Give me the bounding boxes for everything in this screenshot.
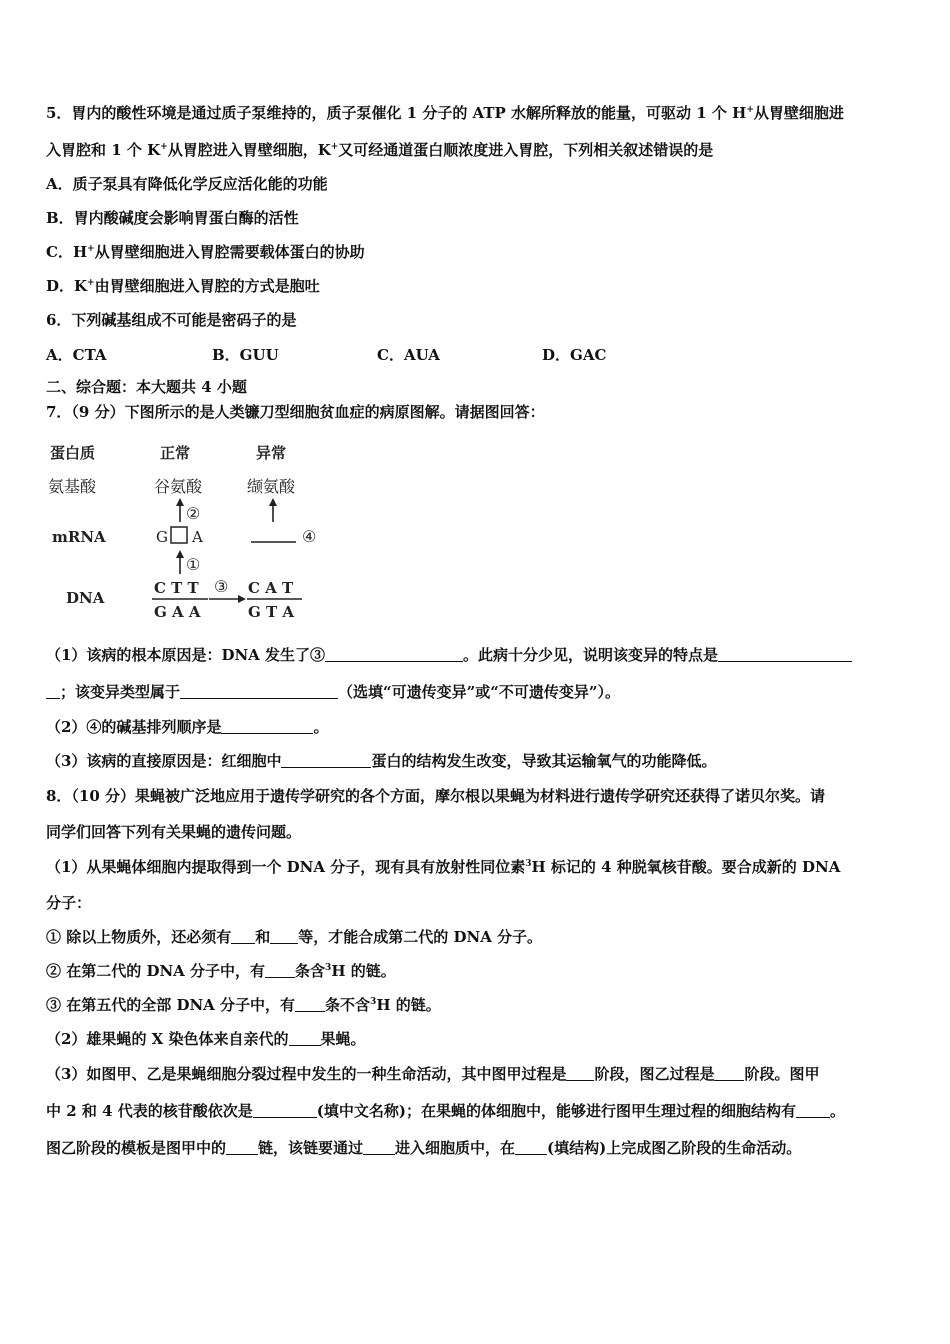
fig-arrow-1-head [176,550,184,558]
answer-blank[interactable] [226,1138,258,1155]
answer-blank[interactable] [566,1064,594,1081]
fig-dna-abnormal-top: C A T [248,579,294,597]
sickle-cell-diagram [46,436,346,626]
q7-part1-line2: ；该变异类型属于 （选填“可遗传变异”或“不可遗传变异”）。 [46,682,908,702]
q5-stem-line1: 5．胃内的酸性环境是通过质子泵维持的，质子泵催化 1 分子的 ATP 水解所释放的能量，可驱动 1 个 H+从胃壁细胞进 [46,104,844,122]
q8-item1: ① 除以上物质外，还必须有 和 等，才能合成第二代的 DNA 分子。 [46,928,543,946]
fig-label-mrna: mRNA [52,528,106,546]
q6-option-c: C．AUA [377,346,440,364]
fig-arrow-abnormal-head [269,498,277,506]
fig-label-dna: DNA [66,589,105,607]
q6-stem: 6．下列碱基组成不可能是密码子的是 [46,311,297,329]
answer-blank[interactable] [363,1138,395,1155]
q5-option-b: B．胃内酸碱度会影响胃蛋白酶的活性 [46,209,299,227]
q8-item2: ② 在第二代的 DNA 分子中，有 条含$^3$H 的链。 [46,962,396,980]
answer-blank[interactable] [714,1064,744,1081]
answer-blank[interactable] [295,995,325,1012]
q8-stem-line1: 8．（10 分）果蝇被广泛地应用于遗传学研究的各个方面，摩尔根以果蝇为材料进行遗传学研究还获得了诺贝尔奖。请 [46,787,826,805]
answer-blank[interactable] [221,717,313,734]
answer-blank[interactable] [180,682,338,699]
q8-sub1-line2: 分子： [46,894,92,912]
fig-mrna-a: A [192,528,203,546]
q8-sub3-line1: （3）如图甲、乙是果蝇细胞分裂过程中发生的一种生命活动，其中图甲过程是 阶段，图乙过程是 阶段。图甲 [46,1065,820,1083]
q7-part3: （3）该病的直接原因是：红细胞中 蛋白的结构发生改变，导致其运输氧气的功能降低。 [46,752,717,770]
q5-option-d: D．K+由胃壁细胞进入胃腔的方式是胞吐 [46,277,320,295]
q7-part1-line1: （1）该病的根本原因是：DNA 发生了③ 。此病十分少见，说明该变异的特点是 [46,645,908,665]
section-heading: 二、综合题：本大题共 4 小题 [46,378,247,396]
answer-blank[interactable] [289,1029,321,1046]
q8-sub3-line2: 中 2 和 4 代表的核苷酸依次是 (填中文名称)；在果蝇的体细胞中，能够进行图甲生理过程的细胞结构有 。 [46,1102,845,1120]
fig-label-normal: 正常 [160,444,191,462]
q7-part2: （2）④的碱基排列顺序是 。 [46,718,329,736]
answer-blank[interactable] [796,1101,830,1118]
q8-sub2: （2）雄果蝇的 X 染色体来自亲代的 果蝇。 [46,1030,366,1048]
fig-mrna-blank-box [171,527,187,543]
fig-arrow-2-head [176,498,184,506]
fig-step-3: ③ [214,577,229,596]
q8-item3: ③ 在第五代的全部 DNA 分子中，有 条不含$^3$H 的链。 [46,996,441,1014]
q8-sub1-line1: （1）从果蝇体细胞内提取得到一个 DNA 分子，现有具有放射性同位素$^3$H 标记的 4 种脱氧核苷酸。要合成新的 DNA [46,858,841,876]
q6-option-b: B．GUU [212,346,279,364]
fig-dna-normal-top: C T T [154,579,199,597]
fig-arrow-3-head [238,595,246,603]
fig-step-1: ① [186,555,201,574]
fig-step-2: ② [186,504,201,523]
fig-dna-normal-bottom: G A A [154,603,201,621]
q5-stem-line2: 入胃腔和 1 个 K+从胃腔进入胃壁细胞，K+又可经通道蛋白顺浓度进入胃腔，下列相关叙述错误的是 [46,141,714,159]
q7-stem: 7．（9 分）下图所示的是人类镰刀型细胞贫血症的病原图解。请据图回答： [46,403,545,421]
answer-blank[interactable] [281,751,371,768]
q8-stem-line2: 同学们回答下列有关果蝇的遗传问题。 [46,823,302,841]
answer-blank[interactable] [270,927,298,944]
answer-blank[interactable] [718,645,852,662]
q8-sub3-line3: 图乙阶段的模板是图甲中的 链，该链要通过 进入细胞质中，在 (填结构)上完成图乙阶段的生命活动。 [46,1139,802,1157]
q6-option-d: D．GAC [542,346,607,364]
answer-blank[interactable] [46,682,60,699]
answer-blank[interactable] [515,1138,547,1155]
q5-option-a: A．质子泵具有降低化学反应活化能的功能 [46,175,328,193]
fig-label-abnormal: 异常 [256,444,287,462]
fig-mrna-g: G [156,528,168,546]
fig-label-amino-acid: 氨基酸 [48,477,97,496]
answer-blank[interactable] [231,927,255,944]
answer-blank[interactable] [265,961,295,978]
fig-normal-amino-acid: 谷氨酸 [154,477,203,496]
fig-label-protein: 蛋白质 [50,444,96,462]
fig-step-4: ④ [302,527,317,546]
fig-dna-abnormal-bottom: G T A [248,603,295,621]
answer-blank[interactable] [325,645,463,662]
q5-option-c: C．H+从胃壁细胞进入胃腔需要载体蛋白的协助 [46,243,365,261]
fig-abnormal-amino-acid: 缬氨酸 [247,477,296,496]
q6-option-a: A．CTA [46,346,107,364]
answer-blank[interactable] [253,1101,317,1118]
